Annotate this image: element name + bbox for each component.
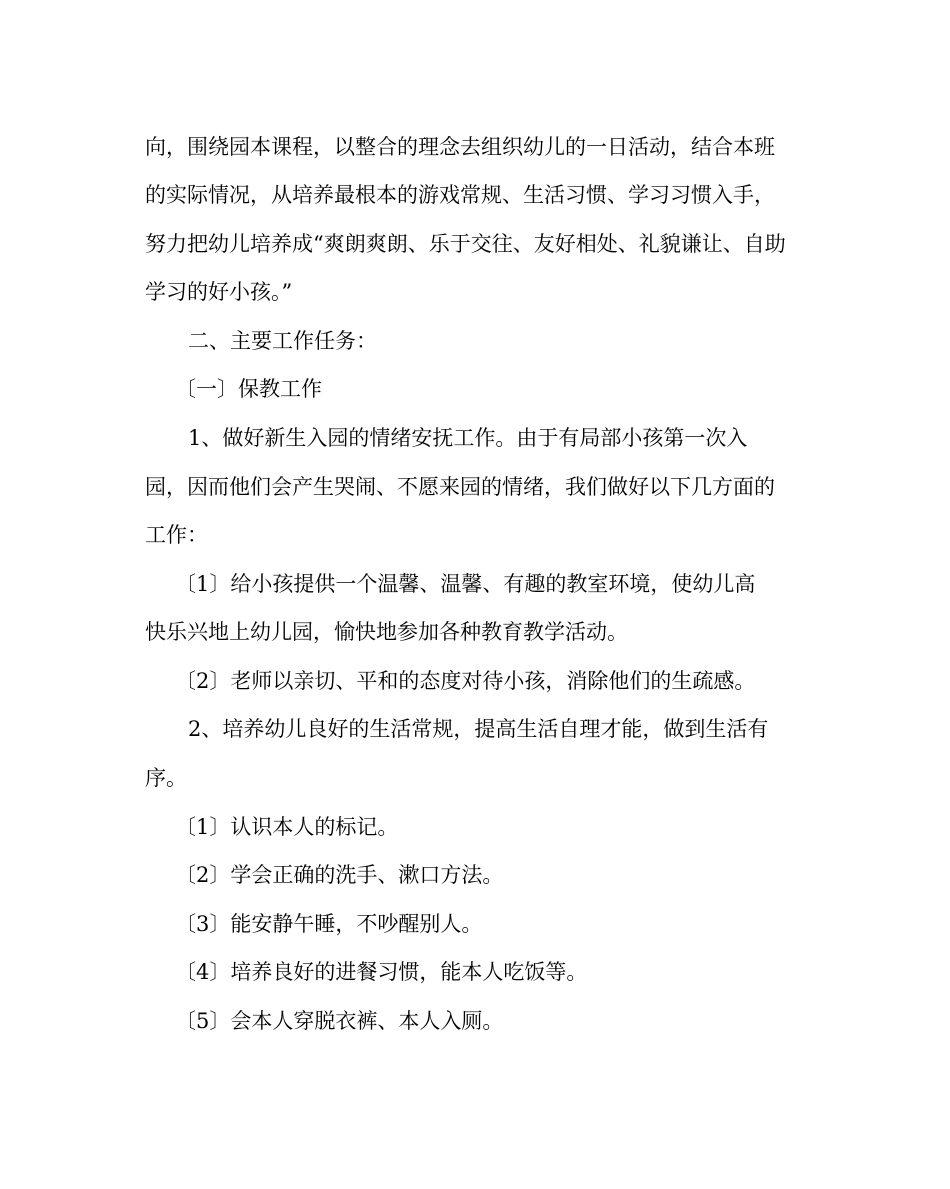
list-item: 〔4〕培养良好的进餐习惯，能本人吃饭等。 (175, 960, 588, 984)
text-line: 努力把幼儿培养成“爽朗爽朗、乐于交往、友好相处、礼貌谦让、自助 (145, 232, 786, 256)
list-item: 〔5〕会本人穿脱衣裤、本人入厕。 (175, 1009, 504, 1033)
text-line: 1、做好新生入园的情绪安抚工作。由于有局部小孩第一次入 (188, 426, 748, 450)
text-line: 工作： (145, 523, 208, 547)
text-line: 向，围绕园本课程，以整合的理念去组织幼儿的一日活动，结合本班 (145, 135, 775, 159)
text-line: 园，因而他们会产生哭闹、不愿来园的情绪，我们做好以下几方面的 (145, 475, 775, 499)
text-line: 序。 (145, 766, 187, 790)
list-item: 〔3〕能安静午睡，不吵醒别人。 (175, 912, 483, 936)
text-line: 的实际情况，从培养最根本的游戏常规、生活习惯、学习习惯入手， (145, 183, 775, 207)
subsection-heading: 〔一〕保教工作 (175, 377, 322, 401)
section-heading: 二、主要工作任务： (188, 329, 377, 353)
text-line: 快乐兴地上幼儿园，愉快地参加各种教育教学活动。 (145, 620, 628, 644)
list-item: 〔1〕给小孩提供一个温馨、温馨、有趣的教室环境，使幼儿高 (175, 572, 756, 596)
text-line: 学习的好小孩。” (145, 280, 293, 304)
list-item: 〔1〕认识本人的标记。 (175, 815, 399, 839)
text-line: 2、培养幼儿良好的生活常规，提高生活自理才能，做到生活有 (188, 717, 769, 741)
list-item: 〔2〕学会正确的洗手、漱口方法。 (175, 863, 504, 887)
list-item: 〔2〕老师以亲切、平和的态度对待小孩，消除他们的生疏感。 (175, 669, 756, 693)
